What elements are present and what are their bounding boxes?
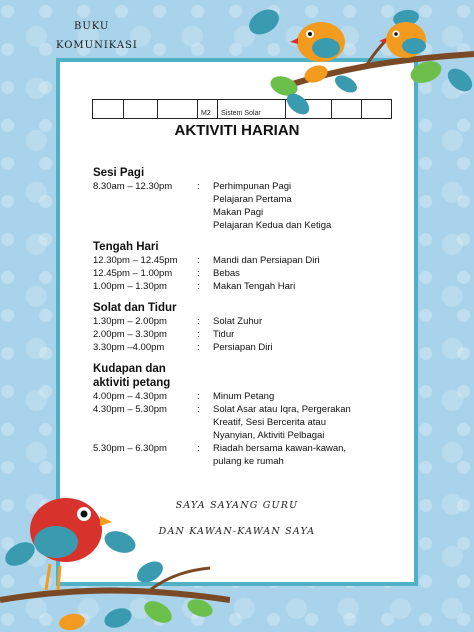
strip-cell: Sistem Solar [218,100,286,118]
activity-line: Minum Petang [213,391,275,402]
leaf-icon [102,605,134,631]
time-range: 4.30pm – 5.30pm [93,404,167,415]
branch-bird-bottom-decoration [0,480,230,632]
time-range: 12.30pm – 12.45pm [93,255,178,266]
section-heading: Kudapan dan [93,363,166,375]
schedule-row [93,442,393,468]
time-range: 5.30pm – 6.30pm [93,443,167,454]
activity-line: Solat Asar atau Iqra, Pergerakan [213,404,351,415]
schedule-row [93,267,393,280]
time-range: 12.45pm – 1.00pm [93,268,173,279]
separator: : [197,255,200,266]
leaf-icon [102,527,139,557]
schedule-section [93,301,393,354]
activity-line: Bebas [213,268,240,279]
activity [213,403,393,442]
bird-icon [379,22,426,58]
activity-line: Mandi dan Persiapan Diri [213,255,320,266]
time-range: 8.30am – 12.30pm [93,181,173,192]
schedule-row [93,254,393,267]
separator: : [197,404,200,415]
footer-line1: SAYA SAYANG GURU [175,500,299,511]
time-range: 1.30pm – 2.00pm [93,316,167,327]
schedule-row [93,315,393,328]
activity [213,442,393,468]
time-range: 1.00pm – 1.30pm [93,281,167,292]
activity-line: Pelajaran Kedua dan Ketiga [213,220,332,231]
schedule-row [93,180,393,232]
header-title-line1: BUKU [74,21,110,32]
bird-icon [290,22,345,62]
leaf-icon [332,72,360,96]
bird-icon [30,498,112,590]
activity-line: Makan Tengah Hari [213,281,296,292]
section-heading: Sesi Pagi [93,167,145,179]
strip-cell [158,100,198,118]
leaf-icon [246,4,283,39]
schedule-row [93,341,393,354]
page-title: AKTIVITI HARIAN [174,122,300,139]
separator: : [197,181,200,192]
activity-line: Solat Zuhur [213,316,263,327]
time-range: 4.00pm – 4.30pm [93,391,167,402]
activity-line: Persiapan Diri [213,342,273,353]
strip-cell [92,100,124,118]
separator: : [197,316,200,327]
separator: : [197,391,200,402]
branch-birds-top-decoration [246,0,474,130]
strip-cell: M2 [198,100,218,118]
schedule-row [93,390,393,403]
time-range: 3.30pm –4.00pm [93,342,165,353]
section-heading: Tengah Hari [93,241,159,253]
activity [213,180,393,232]
separator: : [197,281,200,292]
activity-line: Nyanyian, Aktiviti Pelbagai [213,430,325,441]
activity-line: Riadah bersama kawan-kawan, [213,443,347,454]
activity-line: Tidur [213,329,235,340]
section-heading: aktiviti petang [93,377,171,389]
activity-line: pulang ke rumah [213,456,284,467]
strip-cell [124,100,158,118]
section-heading: Solat dan Tidur [93,302,177,314]
schedule-row [93,280,393,293]
schedule-row [93,403,393,442]
separator: : [197,443,200,454]
schedule-section [93,362,393,468]
schedule [93,166,393,468]
activity-line: Makan Pagi [213,207,264,218]
branch-icon [0,591,230,600]
leaf-icon [443,64,474,96]
separator: : [197,329,200,340]
activity-line: Kreatif, Sesi Bercerita atau [213,417,326,428]
separator: : [197,342,200,353]
time-range: 2.00pm – 3.30pm [93,329,167,340]
footer-line2: DAN KAWAN-KAWAN SAYA [158,526,316,537]
separator: : [197,268,200,279]
schedule-row [93,328,393,341]
activity-line: Pelajaran Pertama [213,194,292,205]
leaf-icon [58,612,86,632]
header-title-line2: KOMUNIKASI [56,40,138,51]
activity-line: Perhimpunan Pagi [213,181,292,192]
leaf-icon [141,597,176,628]
schedule-section [93,240,393,293]
schedule-section [93,166,393,232]
